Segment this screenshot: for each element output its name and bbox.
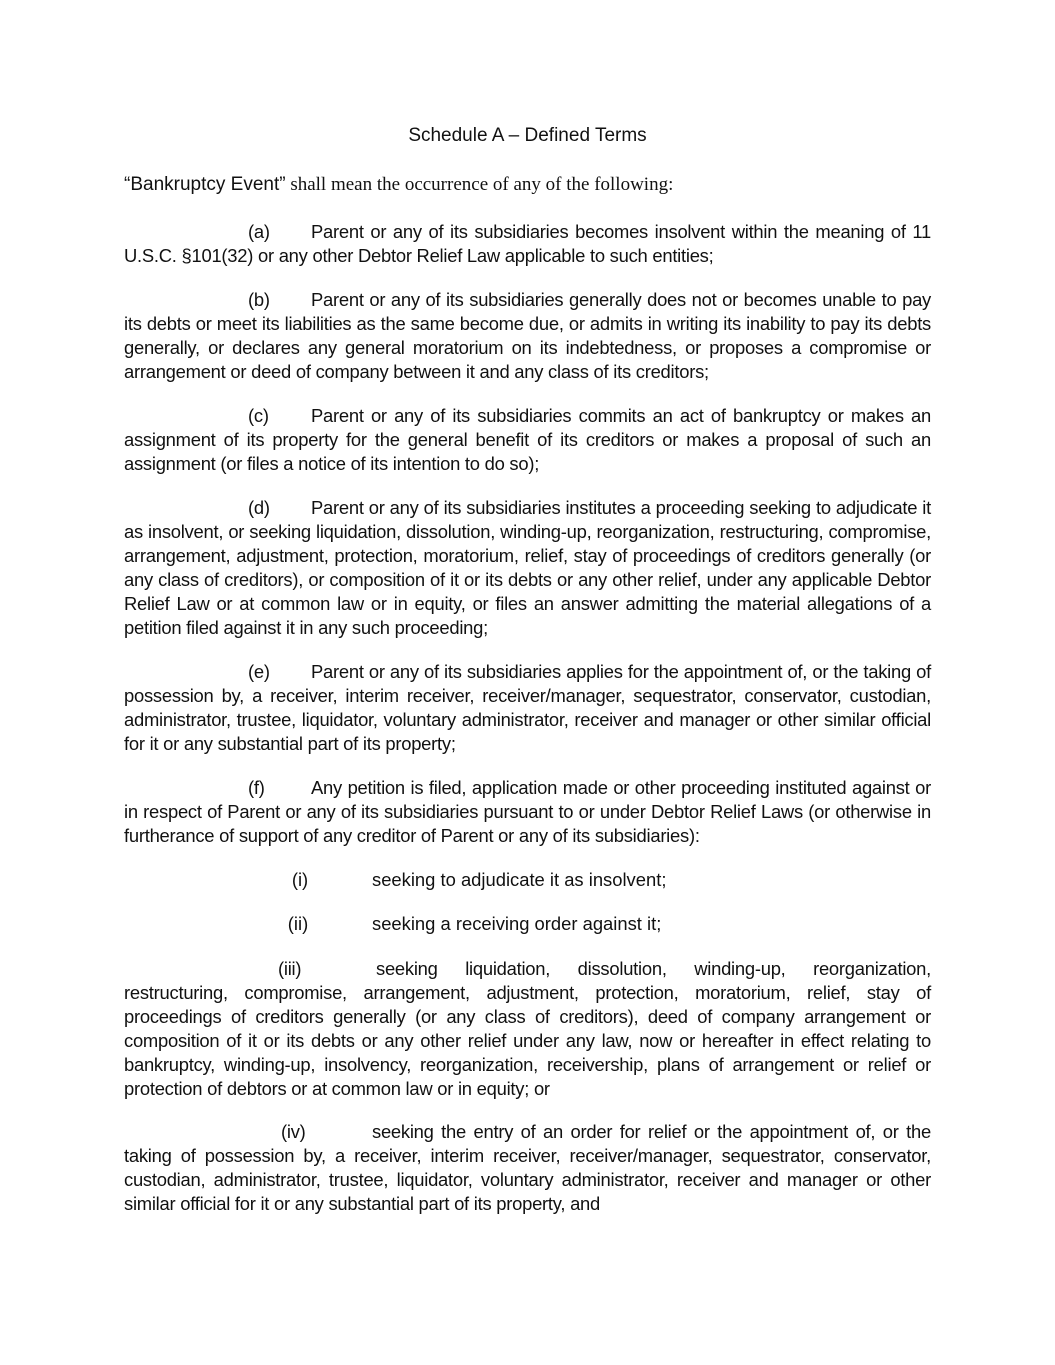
clause-label: (e) xyxy=(248,661,270,682)
clause-f xyxy=(124,776,931,848)
clause-text: Parent or any of its subsidiaries institutes a proceeding seeking to adjudicate it as insolvent, or seeking liquidation, dissolution, winding-up, reorganization, restructuring, compromise, arrangement, adjustment, protection, moratorium, relief, stay of proceedings of creditors generally (or any class of creditors), or composition of it or its debts or any other relief, under any applicable Debtor Relief Law or at common law or in equity, or files an answer admitting the material allegations of a petition filed against it in any such proceeding; xyxy=(124,497,931,638)
definition-lead-in: shall mean the occurrence of any of the following: xyxy=(285,174,674,195)
subclause-label: (iii) xyxy=(278,958,302,979)
clause-d xyxy=(124,496,931,640)
subclause-text: seeking liquidation, dissolution, winding-up, reorganization, restructuring, compromise, arrangement, adjustment, protection, moratorium, relief, stay of proceedings of creditors generally (or any class of creditors), deed of company arrangement or composition of it or its debts or any other relief under any law, now or hereafter in effect relating to bankruptcy, winding-up, insolvency, reorganization, receivership, plans of arrangement or relief or protection of debtors or at common law or in equity; or xyxy=(124,958,931,1099)
bankruptcy-event-definition xyxy=(124,173,934,197)
subclause-text: seeking a receiving order against it; xyxy=(372,913,662,934)
subclause-text: seeking the entry of an order for relief or the appointment of, or the taking of possession by, a receiver, interim receiver, receiver/manager, sequestrator, conservator, custodian, administrator, trustee, liquidator, voluntary administrator, receiver and manager or other similar official for it or any substantial part of its property, and xyxy=(124,1121,931,1214)
defined-term: “Bankruptcy Event” xyxy=(124,174,286,195)
clause-c xyxy=(124,404,931,476)
clause-b xyxy=(124,288,931,384)
subclause-label: (i) xyxy=(291,869,309,890)
clause-e xyxy=(124,660,931,756)
clause-label: (b) xyxy=(248,289,270,310)
clause-text: Parent or any of its subsidiaries applies for the appointment of, or the taking of possession by, a receiver, interim receiver, receiver/manager, sequestrator, conservator, custodian, administrator, trustee, liquidator, voluntary administrator, receiver and manager or other similar official for it or any substantial part of its property; xyxy=(124,661,931,754)
clause-label: (c) xyxy=(248,405,269,426)
clause-label: (a) xyxy=(248,221,270,242)
clause-text: Any petition is filed, application made or other proceeding instituted against or in respect of Parent or any of its subsidiaries pursuant to or under Debtor Relief Laws (or otherwise in furtherance of support of any creditor of Parent or any of its subsidiaries): xyxy=(124,777,931,846)
subclause-iv xyxy=(124,1120,931,1216)
clause-a xyxy=(124,220,931,268)
clause-text: Parent or any of its subsidiaries becomes insolvent within the meaning of 11 U.S.C. §101(32) or any other Debtor Relief Law applicable to such entities; xyxy=(124,221,931,266)
clause-label: (d) xyxy=(248,497,270,518)
clause-label: (f) xyxy=(248,777,265,798)
clause-text: Parent or any of its subsidiaries generally does not or becomes unable to pay its debts or meet its liabilities as the same become due, or admits in writing its inability to pay its debts generally, or declares any general moratorium on its indebtedness, or proposes a compromise or arrangement or deed of company between it and any class of its creditors; xyxy=(124,289,931,382)
clause-text: Parent or any of its subsidiaries commits an act of bankruptcy or makes an assignment of its property for the general benefit of its creditors or makes a proposal of such an assignment (or files a notice of its intention to do so); xyxy=(124,405,931,474)
subclause-text: seeking to adjudicate it as insolvent; xyxy=(372,869,667,890)
subclause-label: (iv) xyxy=(281,1121,306,1142)
subclause-iii xyxy=(124,957,931,1101)
subclause-label: (ii) xyxy=(287,913,309,934)
page-title: Schedule A – Defined Terms xyxy=(408,125,647,146)
